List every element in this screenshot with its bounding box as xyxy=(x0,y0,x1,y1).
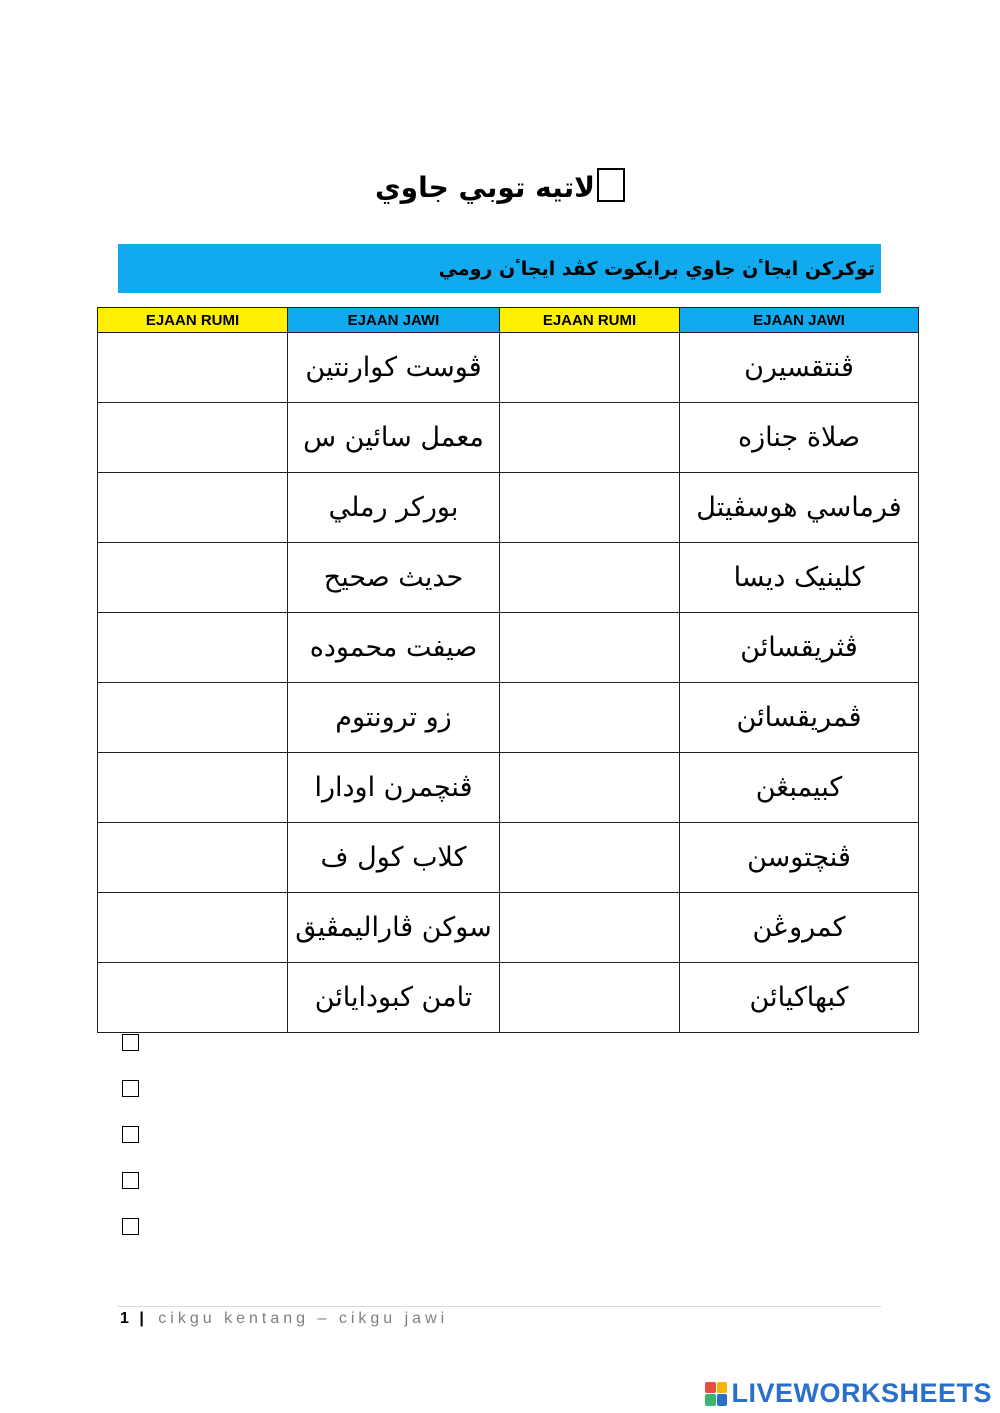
jawi-word-cell-right: ڤمريقسائن xyxy=(680,683,919,753)
checkbox-icon[interactable] xyxy=(122,1080,139,1097)
liveworksheets-logo-icon xyxy=(705,1382,727,1406)
checkbox-icon[interactable] xyxy=(122,1126,139,1143)
footer-separator: | xyxy=(139,1310,144,1327)
logo-tile xyxy=(717,1382,728,1394)
column-header-ejaan-rumi: EJAAN RUMI xyxy=(500,308,680,333)
jawi-word-cell-left: معمل سائين س xyxy=(288,403,500,473)
rumi-answer-cell-right[interactable] xyxy=(500,823,680,893)
rumi-answer-cell-left[interactable] xyxy=(98,403,288,473)
rumi-answer-cell-left[interactable] xyxy=(98,613,288,683)
rumi-answer-cell-right[interactable] xyxy=(500,613,680,683)
page-footer xyxy=(120,1310,448,1328)
column-header-ejaan-jawi: EJAAN JAWI xyxy=(680,308,919,333)
rumi-answer-cell-right[interactable] xyxy=(500,683,680,753)
table-row xyxy=(98,893,919,963)
footer-text: cikgu kentang – cikgu jawi xyxy=(158,1310,449,1327)
title-text: لاتيه توبي جاوي xyxy=(375,170,595,204)
jawi-word-cell-left: حديث صحيح xyxy=(288,543,500,613)
jawi-word-cell-left: سوكن ڤاراليمڤيق xyxy=(288,893,500,963)
rumi-answer-cell-right[interactable] xyxy=(500,333,680,403)
instruction-text: توكركن ايجاٴن جاوي برايكوت كڤد ايجاٴن رومي xyxy=(438,257,875,280)
logo-tile xyxy=(717,1394,728,1406)
jawi-word-cell-right: كبهاكيائن xyxy=(680,963,919,1033)
rumi-answer-cell-left[interactable] xyxy=(98,893,288,963)
jawi-word-cell-left: ڤوست كوارنتين xyxy=(288,333,500,403)
footer-divider xyxy=(118,1306,881,1307)
rumi-answer-cell-right[interactable] xyxy=(500,403,680,473)
table-row xyxy=(98,403,919,473)
checkbox-icon[interactable] xyxy=(122,1218,139,1235)
table-row xyxy=(98,683,919,753)
table-row xyxy=(98,613,919,683)
rumi-answer-cell-right[interactable] xyxy=(500,893,680,963)
jawi-word-cell-right: كلينيک ديسا xyxy=(680,543,919,613)
table-row xyxy=(98,963,919,1033)
jawi-word-cell-left: تامن كبودايائن xyxy=(288,963,500,1033)
table-row xyxy=(98,333,919,403)
checkbox-icon[interactable] xyxy=(122,1034,139,1051)
jawi-word-cell-right: ڤنتقسيرن xyxy=(680,333,919,403)
rumi-answer-cell-left[interactable] xyxy=(98,823,288,893)
rumi-answer-cell-left[interactable] xyxy=(98,543,288,613)
checkbox-icon xyxy=(597,168,625,202)
logo-tile xyxy=(705,1394,716,1406)
jawi-word-cell-right: ڤثريقسائن xyxy=(680,613,919,683)
rumi-answer-cell-right[interactable] xyxy=(500,753,680,823)
liveworksheets-brand[interactable] xyxy=(705,1378,992,1409)
table-row xyxy=(98,473,919,543)
instruction-banner xyxy=(118,244,881,293)
worksheet-title xyxy=(0,168,1000,206)
page-number: 1 xyxy=(120,1310,129,1327)
jawi-word-cell-left: كلاب كول ف xyxy=(288,823,500,893)
jawi-word-cell-left: زو ترونتوم xyxy=(288,683,500,753)
rumi-answer-cell-left[interactable] xyxy=(98,473,288,543)
table-row xyxy=(98,543,919,613)
table-header-row xyxy=(98,308,919,333)
rumi-answer-cell-right[interactable] xyxy=(500,543,680,613)
worksheet-table xyxy=(97,307,919,1033)
jawi-word-cell-right: فرماسي هوسڤيتل xyxy=(680,473,919,543)
jawi-word-cell-left: صيفت محموده xyxy=(288,613,500,683)
table-row xyxy=(98,823,919,893)
jawi-word-cell-right: ڤنچتوسن xyxy=(680,823,919,893)
rumi-answer-cell-right[interactable] xyxy=(500,963,680,1033)
jawi-word-cell-right: كبيمبڠن xyxy=(680,753,919,823)
column-header-ejaan-rumi: EJAAN RUMI xyxy=(98,308,288,333)
checkbox-list xyxy=(122,1034,139,1264)
jawi-word-cell-right: صلاة جنازه xyxy=(680,403,919,473)
jawi-word-cell-left: بوركر رملي xyxy=(288,473,500,543)
rumi-answer-cell-left[interactable] xyxy=(98,753,288,823)
jawi-word-cell-right: كمروڠن xyxy=(680,893,919,963)
jawi-word-cell-left: ڤنچمرن اودارا xyxy=(288,753,500,823)
column-header-ejaan-jawi: EJAAN JAWI xyxy=(288,308,500,333)
brand-name: LIVEWORKSHEETS xyxy=(731,1378,992,1408)
rumi-answer-cell-left[interactable] xyxy=(98,683,288,753)
rumi-answer-cell-left[interactable] xyxy=(98,963,288,1033)
rumi-answer-cell-right[interactable] xyxy=(500,473,680,543)
rumi-answer-cell-left[interactable] xyxy=(98,333,288,403)
checkbox-icon[interactable] xyxy=(122,1172,139,1189)
table-row xyxy=(98,753,919,823)
logo-tile xyxy=(705,1382,716,1394)
